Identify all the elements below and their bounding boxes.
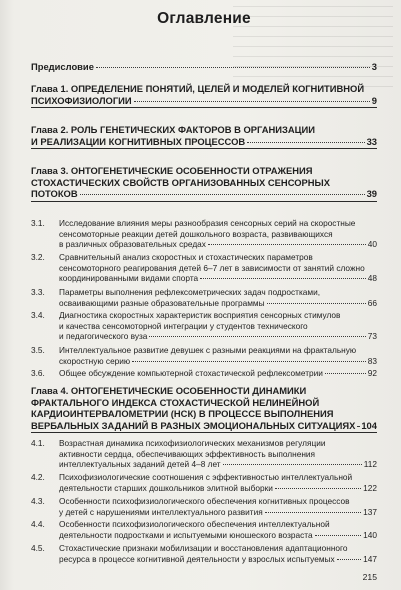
entry-title-line: сенсомоторные реакции детей дошкольного возраста, развивающихся: [59, 228, 333, 239]
page-ref: 40: [367, 239, 377, 250]
dot-leader: [275, 486, 361, 489]
section-number: 3.3.: [31, 287, 45, 297]
section-number: 4.5.: [31, 543, 45, 553]
dot-leader: [325, 371, 366, 374]
dot-leader: [200, 276, 366, 279]
entry-title-line: Параметры выполнения рефлексометрических задач подростками,: [59, 287, 321, 297]
entry-title-line: у детей с нарушениями интеллектуального развития: [59, 506, 263, 517]
entry-title-line: координированными видами спорта: [59, 273, 199, 284]
section-number: 3.5.: [31, 345, 45, 355]
page-ref: 39: [366, 188, 377, 200]
entry-title-line: Возрастная динамика психофизиологических механизмов регуляции: [59, 438, 326, 448]
toc-entry-chapter-2: [31, 124, 377, 149]
entry-title-line: интеллектуальных заданий детей 4–8 лет: [59, 459, 221, 470]
entry-title-line: Стохастические признаки мобилизации и восстановления адаптационного: [59, 543, 348, 553]
toc-entry-3-6: [31, 368, 377, 379]
entry-title-line: ФРАКТАЛЬНОГО ИНДЕКСА СТОХАСТИЧЕСКОЙ НЕЛИНЕЙНОЙ: [31, 396, 320, 408]
chapter-underline: [31, 148, 377, 149]
section-number: 3.2.: [31, 252, 45, 262]
entry-title-line: Глава 4. ОНТОГЕНЕТИЧЕСКИЕ ОСОБЕННОСТИ ДИНАМИКИ: [31, 385, 307, 396]
chapter-underline: [31, 107, 377, 108]
page-ref: 73: [367, 331, 377, 342]
dot-leader: [267, 301, 366, 304]
entry-title-line: и качества сенсомоторной интеграции у студентов технического: [59, 320, 308, 331]
entry-title-line: активности сердца, обеспечивающих эффективность выполнения: [59, 448, 316, 459]
entry-title-line: деятельности старших дошкольников элитной выборки: [59, 482, 273, 493]
page-ref: 122: [363, 482, 377, 493]
entry-title-line: Исследование влияния меры разнообразия сенсорных серий на скоростные: [59, 218, 356, 228]
entry-title-line: ПОТОКОВ: [31, 188, 78, 200]
page-ref: 83: [367, 355, 377, 366]
page-title: Оглавление: [157, 10, 251, 27]
dot-leader: [96, 65, 370, 68]
page-ref: 140: [363, 529, 377, 540]
dot-leader: [132, 359, 366, 362]
entry-title-line: И РЕАЛИЗАЦИИ КОГНИТИВНЫХ ПРОЦЕССОВ: [31, 135, 246, 147]
entry-title-line: Сравнительный анализ скоростных и стохастических параметров: [59, 252, 313, 262]
page-ref: 48: [367, 273, 377, 284]
dot-leader: [208, 242, 366, 245]
entry-title-line: Психофизиологические соотношения с эффективностью интеллектуальной: [59, 472, 353, 482]
toc-entry-4-2: [31, 472, 377, 493]
entry-title-line: Диагностика скоростных характеристик восприятия сенсорных стимулов: [59, 310, 341, 320]
page-ref: 9: [371, 94, 377, 106]
entry-title-line: Предисловие: [31, 61, 94, 72]
entry-title-line: осваивающими разные образовательные программы: [59, 297, 265, 308]
entry-title-line: и педагогического вуза: [59, 331, 148, 342]
entry-title-line: Особенности психофизиологического обеспечения интеллектуальной: [59, 519, 330, 529]
dot-leader: [315, 533, 362, 536]
section-number: 3.6.: [31, 368, 45, 378]
dot-leader: [337, 557, 361, 560]
toc-entry-3-3: [31, 287, 377, 308]
page-ref: 66: [367, 297, 377, 308]
toc-entry-3-5: [31, 345, 377, 366]
entry-title-line: СТОХАСТИЧЕСКИХ СВОЙСТВ ОРГАНИЗОВАННЫХ СЕНСОРНЫХ: [31, 176, 330, 188]
page-ref: 147: [363, 553, 377, 564]
chapter-underline: [31, 201, 377, 202]
toc-entry-3-2: [31, 252, 377, 284]
dot-leader: [265, 510, 361, 513]
page-ref: 104: [361, 419, 377, 431]
entry-title-line: в различных образовательных средах: [59, 239, 206, 250]
page-ref: 3: [371, 61, 377, 72]
entry-title-line: Глава 2. РОЛЬ ГЕНЕТИЧЕСКИХ ФАКТОРОВ В ОРГАНИЗАЦИИ: [31, 124, 315, 135]
toc-entry-4-1: [31, 438, 377, 470]
dot-leader: [80, 192, 365, 195]
entry-title-line: ВЕРБАЛЬНЫХ ЗАДАНИЙ В РАЗНЫХ ЭМОЦИОНАЛЬНЫХ СИТУАЦИЯХ: [31, 419, 356, 431]
entry-title-line: деятельности подростками и испытуемыми юношеского возраста: [59, 529, 313, 540]
entry-title-line: Особенности психофизиологического обеспечения когнитивных процессов: [59, 496, 350, 506]
dot-leader: [357, 424, 359, 427]
toc-entry-chapter-4: [31, 385, 377, 433]
entry-title-line: КАРДИОИНТЕРВАЛОМЕТРИИ (НСК) В ПРОЦЕССЕ ВЫПОЛНЕНИЯ: [31, 408, 334, 420]
page-ref: 33: [366, 135, 377, 147]
dot-leader: [223, 462, 362, 465]
page-number: 215: [362, 572, 377, 582]
entry-title-line: Глава 1. ОПРЕДЕЛЕНИЕ ПОНЯТИЙ, ЦЕЛЕЙ И МОДЕЛЕЙ КОГНИТИВНОЙ: [31, 83, 365, 94]
entry-title-line: ПСИХОФИЗИОЛОГИИ: [31, 94, 132, 106]
section-number: 3.4.: [31, 310, 45, 320]
entry-title-line: сенсомоторного реагирования детей 6–7 лет в зависимости от занятий сложно: [59, 262, 365, 273]
entry-title-line: ресурса в процессе когнитивной деятельности у взрослых испытуемых: [59, 553, 335, 564]
section-number: 4.1.: [31, 438, 45, 448]
page-ref: 92: [367, 368, 377, 378]
chapter-underline: [31, 432, 377, 433]
entry-title-line: Общее обсуждение компьютерной стохастической рефлексометрии: [59, 368, 323, 378]
page-ref: 112: [363, 459, 377, 470]
toc-entry-4-4: [31, 519, 377, 540]
toc-entry-4-5: [31, 543, 377, 564]
section-number: 4.2.: [31, 472, 45, 482]
toc-entry-4-3: [31, 496, 377, 517]
toc-entry-preface: [31, 62, 377, 73]
entry-title-line: Интеллектуальное развитие девушек с разными реакциями на фрактальную: [59, 345, 357, 355]
section-number: 4.3.: [31, 496, 45, 506]
toc-entry-3-4: [31, 310, 377, 342]
toc-entry-chapter-3: [31, 165, 377, 202]
toc-entry-chapter-1: [31, 83, 377, 108]
section-number: 3.1.: [31, 218, 45, 228]
entry-title-line: Глава 3. ОНТОГЕНЕТИЧЕСКИЕ ОСОБЕННОСТИ ОТРАЖЕНИЯ: [31, 165, 313, 176]
dot-leader: [247, 140, 364, 143]
dot-leader: [149, 334, 365, 337]
section-number: 4.4.: [31, 519, 45, 529]
dot-leader: [134, 99, 370, 102]
entry-title-line: скоростную серию: [59, 355, 131, 366]
toc-entry-3-1: [31, 218, 377, 250]
page-ref: 137: [363, 506, 377, 517]
